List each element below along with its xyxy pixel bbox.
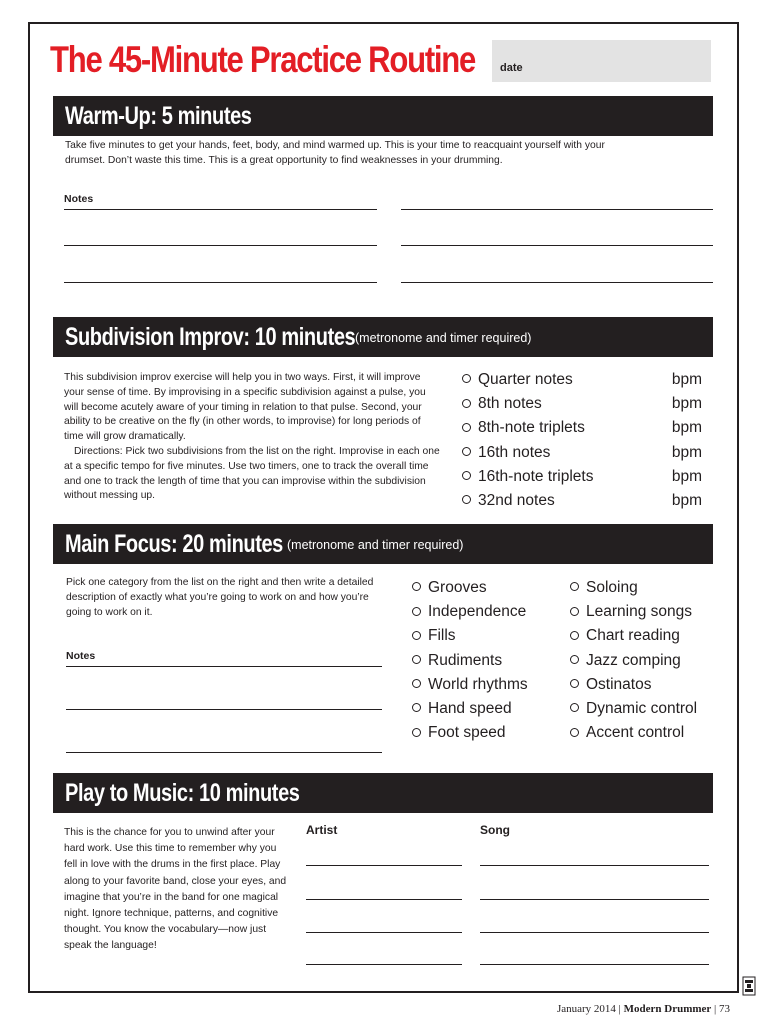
warmup-notes-line[interactable] [64, 282, 377, 283]
list-item[interactable]: 16th-note triplets bpm [462, 465, 702, 489]
list-item[interactable]: Ostinatos [570, 673, 720, 697]
category-list-right [570, 576, 720, 745]
circle-checkbox-icon[interactable] [412, 728, 421, 737]
artist-line[interactable] [306, 865, 462, 866]
subdivision-heading: Subdivision Improv: 10 minutes [65, 323, 356, 351]
page-title: The 45-Minute Practice Routine [50, 39, 476, 80]
subdivision-list [462, 368, 702, 513]
list-item[interactable]: Independence [412, 600, 562, 624]
list-item[interactable]: 8th notes bpm [462, 392, 702, 416]
bpm-label: bpm [671, 395, 702, 413]
date-label: date [500, 62, 523, 74]
circle-checkbox-icon[interactable] [570, 582, 579, 591]
circle-checkbox-icon[interactable] [462, 471, 471, 480]
date-field[interactable] [492, 40, 711, 82]
list-item[interactable]: Dynamic control [570, 697, 720, 721]
list-item[interactable]: Hand speed [412, 697, 562, 721]
page-footer [557, 1003, 730, 1015]
circle-checkbox-icon[interactable] [570, 655, 579, 664]
circle-checkbox-icon[interactable] [462, 495, 471, 504]
list-item[interactable]: 8th-note triplets bpm [462, 416, 702, 440]
footer-page-number: 73 [719, 1003, 730, 1015]
artist-label: Artist [306, 823, 338, 837]
artist-line[interactable] [306, 932, 462, 933]
list-item[interactable]: Grooves [412, 576, 562, 600]
warmup-text: Take five minutes to get your hands, feet, body, and mind warmed up. This is your time to reacquaint yourself with your drumset. Don’t waste this time. This is a great opportunity to find weaknesses in your drumming. [65, 140, 605, 166]
main-focus-text: Pick one category from the list on the right and then write a detailed description of exactly what you’re going to work on and how you’re going to work on it. [66, 577, 374, 618]
main-focus-heading: Main Focus: 20 minutes [65, 530, 283, 558]
subdivision-text [64, 371, 442, 504]
circle-checkbox-icon[interactable] [412, 607, 421, 616]
subdivision-note: (metronome and timer required) [355, 331, 532, 345]
circle-checkbox-icon[interactable] [462, 423, 471, 432]
song-line[interactable] [480, 964, 709, 965]
circle-checkbox-icon[interactable] [412, 655, 421, 664]
circle-checkbox-icon[interactable] [412, 679, 421, 688]
main-focus-notes-line[interactable] [66, 752, 382, 753]
category-list-left [412, 576, 562, 745]
list-item[interactable]: Soloing [570, 576, 720, 600]
list-item[interactable]: Learning songs [570, 600, 720, 624]
footer-magazine: Modern Drummer [623, 1003, 712, 1015]
circle-checkbox-icon[interactable] [462, 399, 471, 408]
circle-checkbox-icon[interactable] [570, 607, 579, 616]
list-item[interactable]: World rhythms [412, 673, 562, 697]
warmup-heading: Warm-Up: 5 minutes [65, 102, 252, 130]
warmup-header [53, 96, 713, 136]
song-label: Song [480, 823, 510, 837]
list-item[interactable]: Quarter notes bpm [462, 368, 702, 392]
circle-checkbox-icon[interactable] [570, 679, 579, 688]
main-focus-header [53, 524, 713, 564]
bpm-label: bpm [671, 443, 702, 461]
circle-checkbox-icon[interactable] [412, 703, 421, 712]
warmup-notes-line[interactable] [401, 209, 713, 210]
main-focus-notes-line[interactable] [66, 666, 382, 667]
play-music-text: This is the chance for you to unwind after your hard work. Use this time to remember why you fell in love with the drums in the first place. Play along to your favorite band, close your eyes, and imagine that you’re in the band for one magical night. Ignore technique, patterns, and cognitive thought. You know the vocabulary—now just speak the language! [64, 827, 287, 952]
circle-checkbox-icon[interactable] [570, 631, 579, 640]
subdivision-text-para1: This subdivision improv exercise will help you in two ways. First, it will improve your sense of time. By improvising in a specific subdivision against a pulse, you will become acutely aware of your timing in relation to that pulse. Second, your ability to be creative on the fly (in other words, to improvise) for long periods of time will grow dramatically. [64, 372, 426, 443]
footer-issue: January 2014 [556, 1003, 616, 1015]
list-item[interactable]: Fills [412, 624, 562, 648]
main-focus-note: (metronome and timer required) [287, 538, 464, 552]
circle-checkbox-icon[interactable] [570, 728, 579, 737]
bpm-label: bpm [671, 419, 702, 437]
artist-line[interactable] [306, 964, 462, 965]
footer-separator: | [714, 1003, 719, 1015]
warmup-notes-label: Notes [64, 193, 94, 205]
list-item[interactable]: Chart reading [570, 624, 720, 648]
circle-checkbox-icon[interactable] [462, 374, 471, 383]
main-focus-notes-line[interactable] [66, 709, 382, 710]
drummer-logo-icon [742, 976, 756, 996]
footer-separator: | [618, 1003, 624, 1015]
circle-checkbox-icon[interactable] [412, 582, 421, 591]
circle-checkbox-icon[interactable] [570, 703, 579, 712]
list-item[interactable]: Jazz comping [570, 649, 720, 673]
list-item[interactable]: Foot speed [412, 721, 562, 745]
play-music-header [53, 773, 713, 813]
warmup-notes-line[interactable] [401, 245, 713, 246]
subdivision-header [53, 317, 713, 357]
bpm-label: bpm [671, 491, 702, 509]
artist-line[interactable] [306, 899, 462, 900]
bpm-label: bpm [671, 371, 702, 388]
play-music-heading: Play to Music: 10 minutes [65, 779, 300, 807]
list-item[interactable]: Accent control [570, 721, 720, 745]
warmup-notes-line[interactable] [401, 282, 713, 283]
bpm-label: bpm [671, 467, 702, 485]
circle-checkbox-icon[interactable] [462, 447, 471, 456]
song-line[interactable] [480, 865, 709, 866]
list-item[interactable]: 16th notes bpm [462, 441, 702, 465]
warmup-notes-line[interactable] [64, 245, 377, 246]
circle-checkbox-icon[interactable] [412, 631, 421, 640]
song-line[interactable] [480, 899, 709, 900]
song-line[interactable] [480, 932, 709, 933]
subdivision-text-para2: Directions: Pick two subdivisions from the list on the right. Improvise in each one at a specific tempo for five minutes. Use two timers, one to track the overall time and one to track the length of time that you can improvise within the subdivision without messing up. [64, 445, 440, 502]
warmup-notes-line[interactable] [64, 209, 377, 210]
list-item[interactable]: Rudiments [412, 649, 562, 673]
list-item[interactable]: 32nd notes bpm [462, 489, 702, 513]
main-focus-notes-label: Notes [66, 650, 96, 662]
